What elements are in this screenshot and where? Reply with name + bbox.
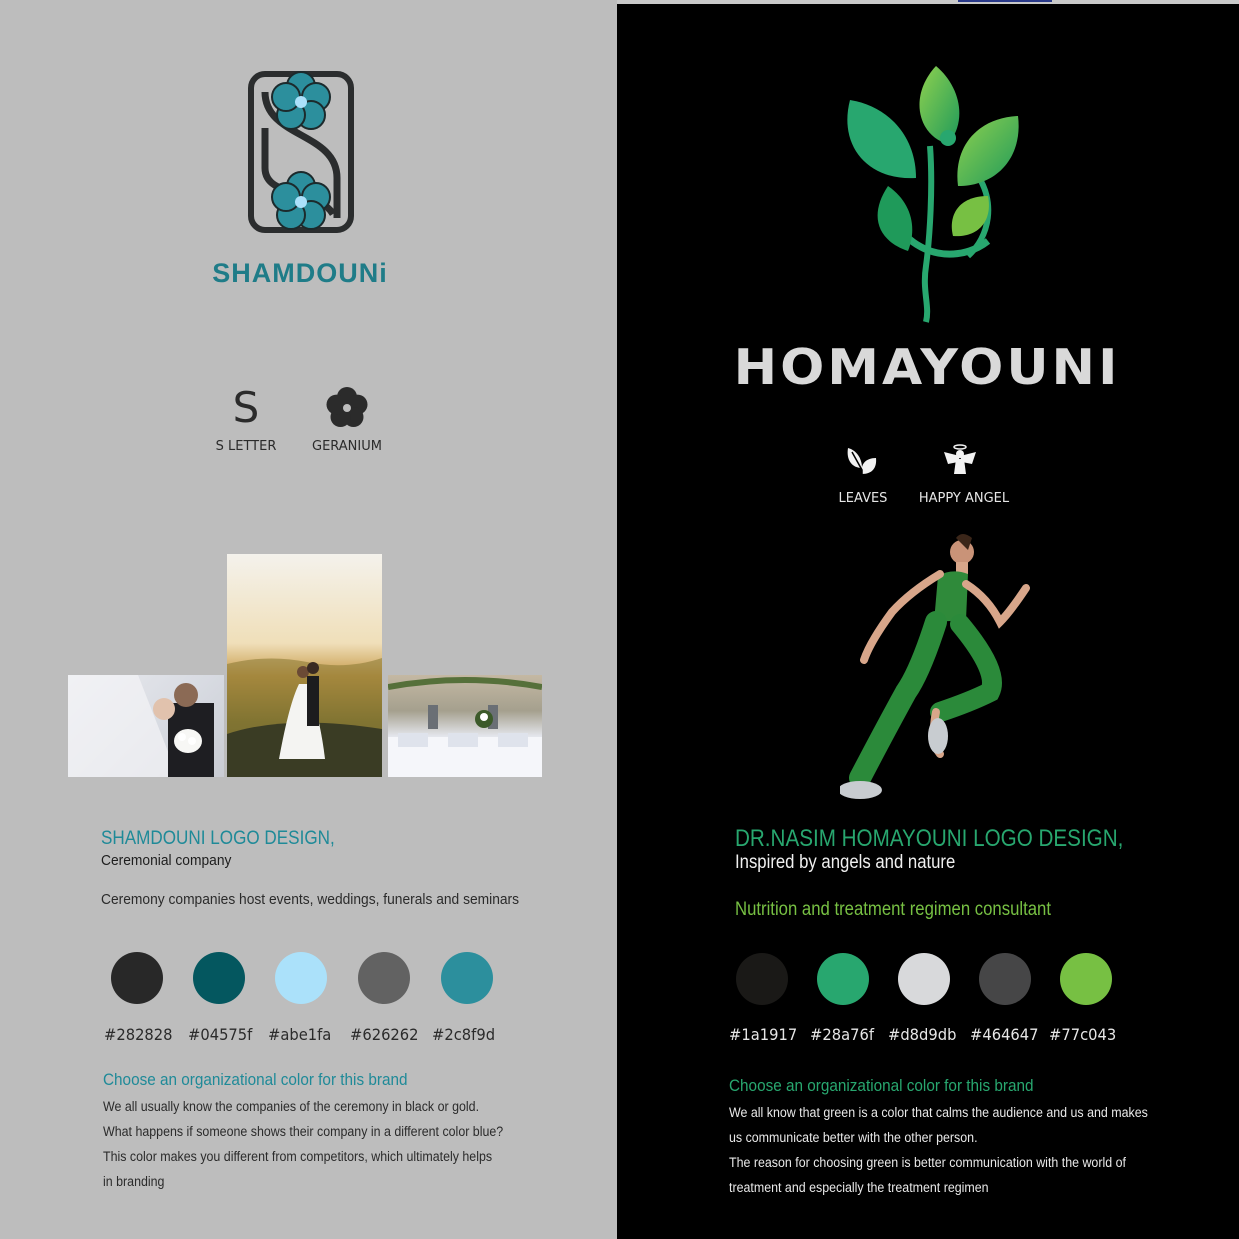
hex-label: #abe1fa: [268, 1025, 332, 1044]
hex-label: #04575f: [188, 1025, 253, 1044]
hex-label: #2c8f9d: [432, 1025, 496, 1044]
homayouni-subtitle: Inspired by angels and nature: [735, 852, 956, 873]
swatch-626262: [358, 952, 410, 1004]
paragraph-line: treatment and especially the treatment regimen: [729, 1180, 989, 1195]
swatch-77c043: [1060, 953, 1112, 1005]
homayouni-color-section-title: Choose an organizational color for this brand: [729, 1076, 1034, 1095]
leaves-label: LEAVES: [838, 491, 888, 506]
running-woman-photo: [840, 532, 1040, 808]
hex-label: #d8d9db: [888, 1025, 957, 1044]
hex-label: #1a1917: [729, 1025, 798, 1044]
hex-label: #28a76f: [810, 1025, 874, 1044]
homayouni-title: DR.NASIM HOMAYOUNI LOGO DESIGN,: [735, 825, 1124, 852]
paragraph-line: us communicate better with the other person.: [729, 1130, 978, 1145]
shamdouni-description: Ceremony companies host events, weddings, funerals and seminars: [101, 891, 520, 908]
paragraph-line: in branding: [103, 1174, 165, 1189]
wedding-couple-field-photo: [227, 554, 382, 777]
swatch-464647: [979, 953, 1031, 1005]
banquet-hall-photo: [388, 675, 542, 777]
paragraph-line: This color makes you different from competitors, which ultimately helps: [103, 1149, 493, 1164]
angel-icon: [942, 444, 978, 480]
shamdouni-title: SHAMDOUNI LOGO DESIGN,: [101, 828, 335, 849]
paragraph-line: The reason for choosing green is better communication with the world of: [729, 1155, 1126, 1170]
homayouni-logo-icon: [838, 66, 1023, 324]
paragraph-line: What happens if someone shows their company in a different color blue?: [103, 1124, 504, 1139]
shamdouni-wordmark: SHAMDOUNi: [212, 258, 388, 288]
homayouni-wordmark: HOMAYOUNI: [733, 339, 1121, 397]
hex-label: #626262: [350, 1025, 419, 1044]
shamdouni-color-paragraph: [103, 1094, 503, 1194]
swatch-abe1fa: [275, 952, 327, 1004]
shamdouni-subtitle: Ceremonial company: [101, 852, 232, 869]
swatch-28a76f: [817, 953, 869, 1005]
swatch-d8d9db: [898, 953, 950, 1005]
leaves-icon: [844, 446, 878, 480]
paragraph-line: We all usually know the companies of the ceremony in black or gold.: [103, 1099, 480, 1114]
wedding-couple-veil-photo: [68, 675, 224, 777]
hex-label: #282828: [104, 1025, 173, 1044]
shamdouni-color-section-title: Choose an organizational color for this brand: [103, 1070, 408, 1089]
swatch-2c8f9d: [441, 952, 493, 1004]
s-letter-icon: S: [232, 383, 260, 432]
s-letter-label: S LETTER: [215, 439, 277, 454]
geranium-flower-icon: [322, 383, 372, 433]
hex-label: #464647: [970, 1025, 1039, 1044]
top-strip-mark: [958, 0, 1052, 2]
homayouni-color-paragraph: [729, 1100, 1148, 1200]
happy-angel-label: HAPPY ANGEL: [918, 491, 1010, 506]
geranium-label: GERANIUM: [312, 439, 382, 454]
hex-label: #77c043: [1049, 1025, 1117, 1044]
paragraph-line: We all know that green is a color that calms the audience and us and makes: [729, 1105, 1148, 1120]
swatch-04575f: [193, 952, 245, 1004]
homayouni-description: Nutrition and treatment regimen consultant: [735, 899, 1052, 920]
swatch-282828: [111, 952, 163, 1004]
swatch-1a1917: [736, 953, 788, 1005]
shamdouni-logo-icon: [247, 68, 355, 236]
